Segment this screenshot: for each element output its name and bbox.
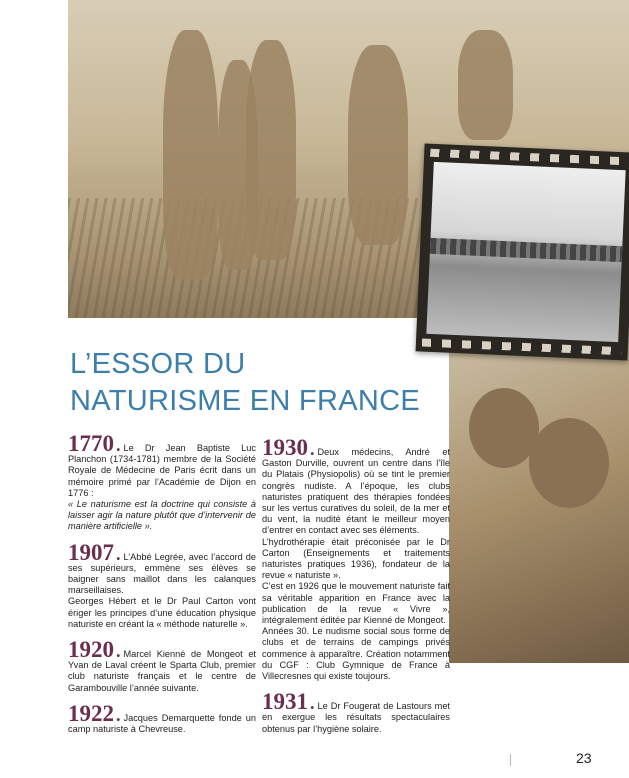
entry-text: Marcel Kienné de Mongeot et Yvan de Laval créent le Sparta Club, premier club naturiste français et le centre de Garambouville l’année suivante. xyxy=(68,649,256,693)
entry-text: Jacques Demarquette fonde un camp naturiste à Chevreuse. xyxy=(68,712,256,735)
entry-text: Georges Hébert et le Dr Paul Carton vont ériger les principes d’une éducation physique naturiste en créant la « méthode naturelle ». xyxy=(68,596,256,629)
entry-text: Le Dr Jean Baptiste Luc Planchon (1734-1781) membre de la Société Royale de Médecine de Paris écrit dans un mémoire primé par l’Académie de Dijon en 1776 : xyxy=(68,443,256,498)
title-line-2: NATURISME EN FRANCE xyxy=(70,385,420,417)
entry-year: 1922 xyxy=(68,700,114,726)
entry-year: 1931 xyxy=(262,689,308,715)
title-line-1: L’ESSOR DU xyxy=(70,348,246,380)
film-strip-photo xyxy=(416,143,629,360)
page-number: 23 xyxy=(576,750,592,766)
entry-text: Le Dr Fougerat de Lastours met en exergue les résultats spectaculaires obtenus par l’hygiène solaire. xyxy=(262,701,450,734)
timeline-entry: 1907 . L’Abbé Legrée, avec l’accord de ses supérieurs, emmène ses élèves se baigner sans maillot dans les calanques marseillaises. Georges Hébert et le Dr Paul Carton vont ériger les principes d’une éducation physique naturiste en créant la « méthode naturelle ». xyxy=(68,539,256,629)
page-number-divider xyxy=(510,754,511,766)
timeline-entry: 1770 . Le Dr Jean Baptiste Luc Planchon (1734-1781) membre de la Société Royale de Médecine de Paris écrit dans un mémoire primé par l’Académie de Dijon en 1776 : « Le naturisme est la doctrine qui consiste à laisser agir la nature plutôt que d’intervenir de manière artificielle ». xyxy=(68,431,256,532)
entry-text: Deux médecins, André et Gaston Durville, ouvrent un centre dans l’île du Platais (Physiopolis) où se tint le premier congrès nudiste. A l’époque, les clubs naturistes pratiquent des thérapies fondées sur les vertus curatives du soleil, de la mer et du vent, la nudité étant le meilleur moyen d’entrer en contact avec ses éléments. xyxy=(262,447,450,536)
timeline-right-column xyxy=(262,435,450,745)
entry-text: Années 30. Le nudisme social sous forme de clubs et de terrains de campings privés commence à apparaître. Création notamment du CGF : Club Gymnique de France à Villecresnes qui existe toujours. xyxy=(262,626,450,682)
entry-quote: « Le naturisme est la doctrine qui consiste à laisser agir la nature plutôt que d’intervenir de manière artificielle ». xyxy=(68,499,256,532)
timeline-entry: 1930 . Deux médecins, André et Gaston Durville, ouvrent un centre dans l’île du Platais (Physiopolis) où se tint le premier congrès nudiste. A l’époque, les clubs naturistes pratiquent des thérapies fondées sur les vertus curatives du soleil, de la mer et du vent, la nudité étant le meilleur moyen d’entrer en contact avec ses éléments. L’hydrothérapie était préconisée par le Dr Carton (Enseignements et traitements naturistes pratiques 1936), fondateur de la revue « naturiste ». C’est en 1926 que le mouvement naturiste fait sa véritable apparition en France avec la publication de la revue « Vivre », intégralement éditée par Kienné de Mongeot. Années 30. Le nudisme social sous forme de clubs et de terrains de campings privés commence à apparaître. Création notamment du CGF : Club Gymnique de France à Villecresnes qui existe toujours. xyxy=(262,435,450,682)
timeline-entry: 1922 . Jacques Demarquette fonde un camp naturiste à Chevreuse. xyxy=(68,700,256,735)
entry-text: L’hydrothérapie était préconisée par le Dr Carton (Enseignements et traitements naturistes pratiques 1936), fondateur de la revue « naturiste ». xyxy=(262,536,450,581)
timeline-left-column xyxy=(68,431,256,745)
entry-year: 1907 xyxy=(68,539,114,565)
entry-text: L’Abbé Legrée, avec l’accord de ses supérieurs, emmène ses élèves se baigner sans maillot dans les calanques marseillaises. xyxy=(68,551,256,596)
entry-year: 1920 xyxy=(68,637,114,663)
entry-text: C’est en 1926 que le mouvement naturiste fait sa véritable apparition en France avec la publication de la revue « Vivre », intégralement éditée par Kienné de Mongeot. xyxy=(262,581,450,626)
timeline-entry: 1931 . Le Dr Fougerat de Lastours met en exergue les résultats spectaculaires obtenus par l’hygiène solaire. xyxy=(262,689,450,734)
entry-year: 1770 xyxy=(68,431,114,456)
timeline-entry: 1920 . Marcel Kienné de Mongeot et Yvan de Laval créent le Sparta Club, premier club naturiste français et le centre de Garambouville l’année suivante. xyxy=(68,637,256,693)
page-title xyxy=(70,346,450,420)
entry-year: 1930 xyxy=(262,435,308,460)
elderly-couple-photo xyxy=(449,318,629,663)
